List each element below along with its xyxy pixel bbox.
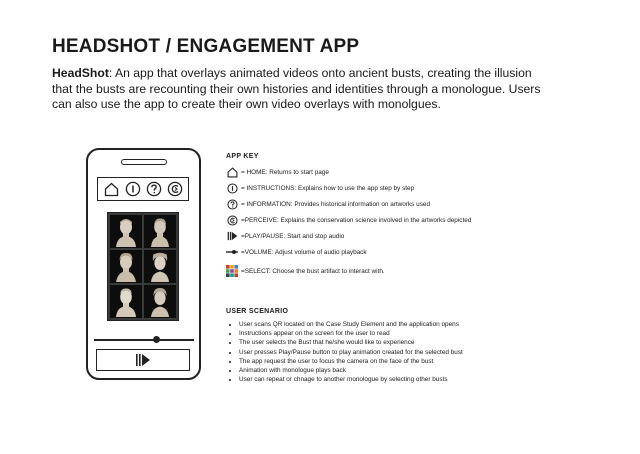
user-scenario-list: [226, 320, 569, 384]
intro-app-name: HeadShot: [52, 66, 109, 80]
list-item: • User scans QR located on the Case Study Element and the application opens: [239, 320, 569, 329]
bust-tile[interactable]: [110, 285, 142, 318]
home-icon: [226, 166, 238, 178]
select-icon: [226, 265, 238, 277]
key-label-volume: =VOLUME: Adjust volume of audio playback: [241, 248, 367, 256]
home-icon[interactable]: [103, 181, 120, 198]
key-row-home: [226, 166, 329, 178]
key-row-information: [226, 198, 430, 210]
bust-6: [147, 287, 173, 317]
list-item: • User can repeat or chnage to another monologue by selecting other busts: [239, 375, 569, 384]
info-icon[interactable]: [124, 181, 141, 198]
list-item: • Instructions appear on the screen for the user to read: [239, 329, 569, 338]
key-label-information: = INFORMATION: Provides historical information on artworks used: [241, 200, 430, 208]
bust-2: [147, 217, 173, 247]
app-key-title: APP KEY: [226, 153, 259, 160]
phone-speaker: [121, 159, 167, 165]
help-icon: [226, 198, 238, 210]
key-label-select: =SELECT: Choose the bust artifact to interact with.: [241, 267, 385, 275]
key-label-instructions: = INSTRUCTIONS: Explains how to use the app step by step: [241, 184, 415, 192]
volume-slider[interactable]: [94, 334, 194, 346]
list-item: • The app request the user to focus the camera on the face of the bust: [239, 357, 569, 366]
perceive-icon: [226, 214, 238, 226]
volume-icon: [226, 246, 238, 258]
bust-tile[interactable]: [144, 215, 176, 248]
bust-1: [113, 217, 139, 247]
bust-grid: [107, 212, 179, 321]
list-item: • The user selects the Bust that he/she would like to experience: [239, 338, 569, 347]
intro-paragraph: [52, 66, 542, 113]
intro-description: : An app that overlays animated videos onto ancient busts, creating the illusion that the busts are recounting their own histories and identities through a monologue. Users can also use the app to create their own video overlays with monolgues.: [52, 66, 541, 111]
key-row-select: [226, 265, 385, 277]
key-row-play-pause: [226, 230, 344, 242]
play-pause-button[interactable]: [96, 349, 190, 371]
bust-tile[interactable]: [144, 285, 176, 318]
volume-track: [94, 339, 194, 341]
phone-mockup: [86, 148, 201, 380]
perceive-icon[interactable]: [166, 181, 183, 198]
user-scenario-title: USER SCENARIO: [226, 308, 289, 315]
bust-tile[interactable]: [110, 250, 142, 283]
bust-5: [113, 287, 139, 317]
key-row-perceive: [226, 214, 471, 226]
bust-tile[interactable]: [144, 250, 176, 283]
list-item: • Animation with monologue plays back: [239, 366, 569, 375]
page-title: HEADSHOT / ENGAGEMENT APP: [52, 36, 360, 57]
key-row-volume: [226, 246, 367, 258]
bust-3: [113, 252, 139, 282]
key-row-instructions: [226, 182, 414, 194]
play-pause-icon: [226, 230, 238, 242]
key-label-home: = HOME: Returns to start page: [241, 168, 329, 176]
bust-4: [147, 252, 173, 282]
key-label-perceive: =PERCEIVE: Explains the conservation science involved in the artworks depicted: [241, 216, 472, 224]
key-label-play-pause: =PLAY/PAUSE: Start and stop audio: [241, 232, 345, 240]
help-icon[interactable]: [145, 181, 162, 198]
play-pause-icon: [135, 353, 151, 367]
bust-tile[interactable]: [110, 215, 142, 248]
list-item: • User presses Play/Pause button to play animation created for the selected bust: [239, 348, 569, 357]
volume-knob[interactable]: [153, 336, 160, 343]
nav-bar: [97, 177, 189, 201]
info-icon: [226, 182, 238, 194]
